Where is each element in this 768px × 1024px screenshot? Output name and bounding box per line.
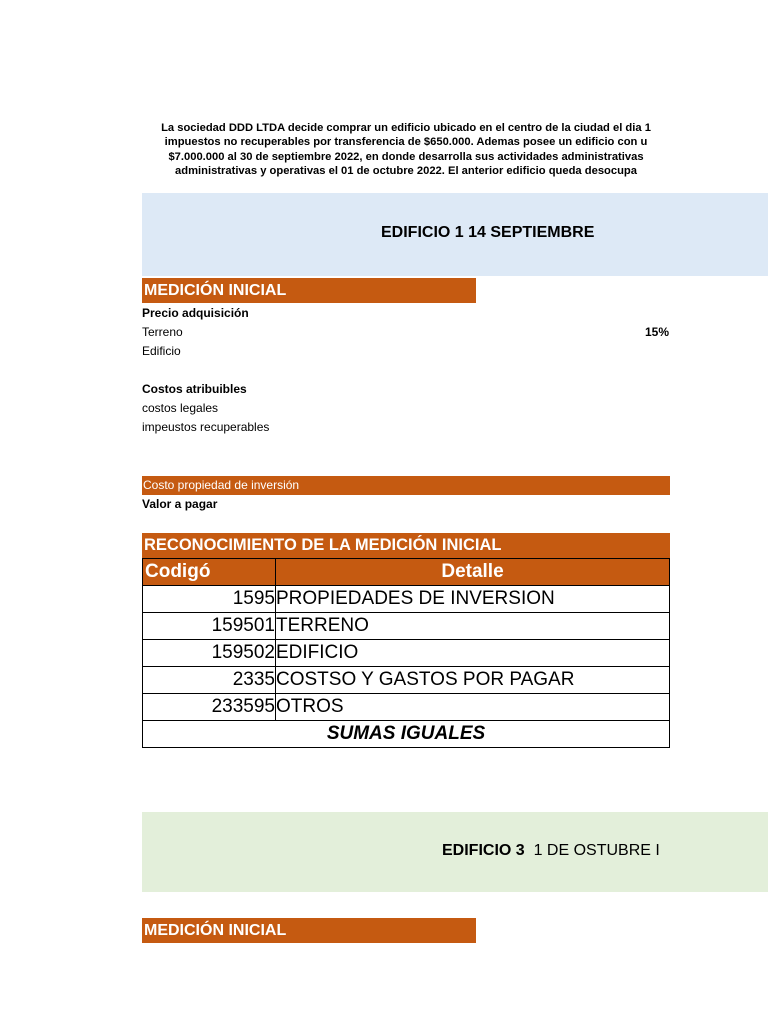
account-detail[interactable]: EDIFICIO (276, 640, 670, 667)
account-detail[interactable]: PROPIEDADES DE INVERSION (276, 586, 670, 613)
costos-legales-label: costos legales (142, 401, 219, 415)
reconocimiento-header: RECONOCIMIENTO DE LA MEDICIÓN INICIAL (142, 533, 670, 558)
edificio-label: Edificio (142, 344, 181, 358)
costos-atribuibles-label: Costos atribuibles (142, 382, 247, 396)
table-header-row (143, 559, 670, 586)
edificio3-band (142, 812, 768, 892)
table-row (143, 694, 670, 721)
intro-line: $7.000.000 al 30 de septiembre 2022, en donde desarrolla sus actividades administrativas (168, 150, 644, 163)
costo-propiedad-header: Costo propiedad de inversión (142, 476, 670, 495)
intro-line: administrativas y operativas el 01 de octubre 2022. El anterior edificio queda desocupa (175, 164, 637, 177)
account-code[interactable]: 233595 (143, 694, 276, 721)
account-code[interactable]: 1595 (143, 586, 276, 613)
edificio1-band (142, 193, 768, 276)
intro-line: La sociedad DDD LTDA decide comprar un edificio ubicado en el centro de la ciudad el dia 1 (161, 122, 651, 134)
intro-line: impuestos no recuperables por transferencia de $650.000. Ademas posee un edificio con u (164, 136, 648, 149)
sumas-row (143, 721, 670, 748)
edificio1-title: EDIFICIO 1 14 SEPTIEMBRE (381, 224, 595, 241)
precio-adquisicion-label: Precio adquisición (142, 306, 249, 320)
account-code[interactable]: 159501 (143, 613, 276, 640)
table-row (143, 667, 670, 694)
edificio3-title-bold: EDIFICIO 3 (442, 842, 525, 859)
edificio3-title-rest: 1 DE OSTUBRE I (533, 842, 660, 859)
intro-paragraph (142, 121, 670, 177)
table-row (143, 640, 670, 667)
codigo-column-header: Codigó (143, 559, 276, 586)
account-code[interactable]: 159502 (143, 640, 276, 667)
terreno-label: Terreno (142, 325, 183, 339)
account-detail[interactable]: COSTSO Y GASTOS POR PAGAR (276, 667, 670, 694)
sumas-iguales-label: SUMAS IGUALES (143, 721, 670, 748)
account-detail[interactable]: TERRENO (276, 613, 670, 640)
account-code[interactable]: 2335 (143, 667, 276, 694)
medicion-inicial-header: MEDICIÓN INICIAL (142, 278, 476, 303)
table-row (143, 586, 670, 613)
valor-pagar-label: Valor a pagar (142, 497, 218, 511)
impuestos-recuperables-label: impeustos recuperables (142, 420, 270, 434)
terreno-percentage: 15% (645, 325, 670, 339)
edificio3-title (442, 842, 660, 860)
journal-table (142, 558, 670, 748)
medicion-inicial-3-header: MEDICIÓN INICIAL (142, 918, 476, 943)
account-detail[interactable]: OTROS (276, 694, 670, 721)
detalle-column-header: Detalle (276, 559, 670, 586)
table-row (143, 613, 670, 640)
